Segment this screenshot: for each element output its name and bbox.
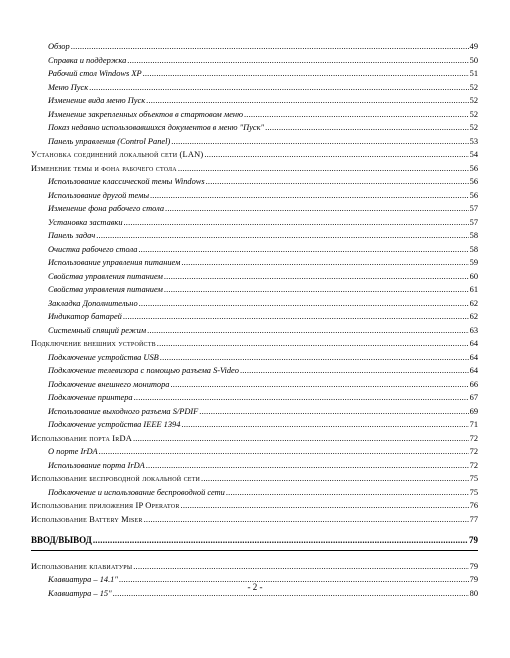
toc-entry-title: Подключение телевизора с помощью разъема S-Video	[48, 366, 239, 375]
toc-chapter-title: ВВОД/ВЫВОД	[31, 535, 92, 545]
toc-entry-page: 79	[469, 561, 478, 571]
toc-dot-leader	[181, 418, 468, 432]
toc-section-entry[interactable]	[31, 560, 478, 574]
toc-entry-title: Изменение закрепленных объектов в стартовом меню	[48, 109, 243, 119]
toc-entry-title: Изменение вида меню Пуск	[48, 96, 146, 105]
toc-subsection-entry[interactable]	[31, 486, 478, 500]
toc-entry-title: Панель управления (Control Panel)	[48, 136, 171, 146]
toc-subsection-entry[interactable]	[31, 270, 478, 284]
toc-dot-leader	[124, 216, 469, 230]
toc-entry-title: Использование выходного разъема S/PDIF	[48, 406, 199, 416]
toc-dot-leader	[144, 513, 469, 527]
toc-subsection-entry[interactable]	[31, 310, 478, 324]
toc-dot-leader	[133, 432, 469, 446]
toc-dot-leader	[96, 229, 468, 243]
toc-dot-leader	[71, 40, 469, 54]
toc-dot-leader	[93, 534, 468, 548]
toc-subsection-entry[interactable]	[31, 283, 478, 297]
toc-entry-page: 64	[469, 339, 478, 348]
toc-entry-title: Показ недавно использовавшихся документов в меню "Пуск"	[48, 123, 265, 132]
toc-entry-title: Изменение темы и фона рабочего стола	[31, 163, 177, 173]
toc-entry-page: 63	[469, 325, 478, 335]
toc-entry-title: Подключение и использование беспроводной сети	[48, 487, 225, 497]
toc-entry-page: 49	[469, 42, 478, 51]
toc-entry-title: Подключение внешнего монитора	[48, 379, 170, 389]
toc-dot-leader	[150, 189, 469, 203]
toc-entry-title: Свойства управления питанием	[48, 285, 163, 294]
toc-dot-leader	[139, 297, 469, 311]
toc-dot-leader	[99, 445, 469, 459]
toc-entry-page: 58	[469, 231, 478, 240]
toc-entry-page: 62	[469, 298, 478, 308]
toc-subsection-entry[interactable]	[31, 94, 478, 108]
toc-dot-leader	[146, 94, 468, 108]
toc-dot-leader	[204, 148, 468, 162]
toc-entry-page: 53	[469, 136, 478, 146]
toc-entry-title: Установка заставки	[48, 217, 123, 227]
toc-entry-page: 52	[469, 82, 478, 92]
toc-dot-leader	[181, 256, 468, 270]
toc-section-entry[interactable]	[31, 513, 478, 527]
toc-section-entry[interactable]	[31, 472, 478, 486]
toc-section-entry[interactable]	[31, 148, 478, 162]
toc-entry-title: Индикатор батарей	[48, 312, 122, 321]
toc-entry-page: 61	[469, 285, 478, 294]
toc-entry-page: 64	[469, 366, 478, 375]
table-of-contents	[31, 40, 478, 600]
toc-entry-title: Использование порта IrDA	[48, 460, 145, 470]
toc-entry-title: Подключение устройства IEEE 1394	[48, 420, 181, 429]
toc-subsection-entry[interactable]	[31, 256, 478, 270]
toc-entry-title: Использование приложения IP Operator	[31, 501, 180, 510]
toc-section-entry[interactable]	[31, 162, 478, 176]
toc-entry-title: Использование порта IrDA	[31, 433, 132, 443]
toc-section-entry[interactable]	[31, 337, 478, 351]
toc-entry-page: 51	[469, 69, 478, 78]
toc-entry-page: 80	[469, 588, 478, 598]
toc-entry-title: Панель задач	[48, 231, 96, 240]
toc-dot-leader	[201, 472, 469, 486]
toc-dot-leader	[164, 283, 469, 297]
toc-subsection-entry[interactable]	[31, 81, 478, 95]
toc-entry-page: 52	[469, 96, 478, 105]
toc-subsection-entry[interactable]	[31, 202, 478, 216]
toc-entry-page: 57	[469, 204, 478, 213]
toc-entry-page: 76	[469, 501, 478, 510]
toc-entry-page: 52	[469, 123, 478, 132]
toc-subsection-entry[interactable]	[31, 324, 478, 338]
toc-dot-leader	[181, 499, 469, 513]
toc-subsection-entry[interactable]	[31, 54, 478, 68]
toc-subsection-entry[interactable]	[31, 67, 478, 81]
toc-section-entry[interactable]	[31, 432, 478, 446]
toc-dot-leader	[199, 405, 468, 419]
toc-entry-page: 77	[469, 514, 478, 524]
toc-chapter-page: 79	[469, 535, 478, 545]
toc-entry-page: 56	[469, 177, 478, 186]
toc-entry-page: 71	[469, 420, 478, 429]
toc-entry-title: Клавиатура – 14.1"	[48, 575, 118, 584]
toc-entry-title: Очистка рабочего стола	[48, 244, 138, 254]
toc-entry-page: 57	[469, 217, 478, 227]
toc-subsection-entry[interactable]	[31, 175, 478, 189]
toc-entry-page: 56	[469, 163, 478, 173]
toc-entry-title: Использование Battery Miser	[31, 514, 143, 524]
toc-entry-page: 69	[469, 406, 478, 416]
toc-subsection-entry[interactable]	[31, 378, 478, 392]
toc-dot-leader	[244, 108, 469, 122]
toc-entry-page: 75	[469, 487, 478, 497]
toc-subsection-entry[interactable]	[31, 121, 478, 135]
toc-entry-page: 60	[469, 271, 478, 281]
chapter-divider	[31, 550, 478, 551]
toc-entry-title: Использование клавиатуры	[31, 561, 133, 571]
toc-entry-page: 72	[469, 460, 478, 470]
toc-dot-leader	[165, 202, 469, 216]
spacer	[31, 526, 478, 534]
toc-dot-leader	[265, 121, 469, 135]
page-number: - 2 -	[247, 582, 263, 592]
toc-entry-title: О порте IrDA	[48, 447, 98, 456]
toc-subsection-entry[interactable]	[31, 297, 478, 311]
toc-subsection-entry[interactable]	[31, 351, 478, 365]
toc-entry-title: Использование беспроводной локальной сети	[31, 474, 201, 483]
toc-subsection-entry[interactable]	[31, 459, 478, 473]
toc-dot-leader	[157, 337, 469, 351]
toc-subsection-entry[interactable]	[31, 364, 478, 378]
toc-entry-title: Меню Пуск	[48, 82, 89, 92]
toc-dot-leader	[160, 351, 469, 365]
toc-entry-page: 67	[469, 393, 478, 402]
toc-entry-page: 66	[469, 379, 478, 389]
toc-entry-page: 52	[469, 109, 478, 119]
toc-subsection-entry[interactable]	[31, 189, 478, 203]
toc-group-1	[31, 40, 478, 526]
toc-dot-leader	[127, 54, 468, 68]
toc-subsection-entry[interactable]	[31, 229, 478, 243]
toc-group-2	[31, 560, 478, 601]
toc-entry-title: Подключение принтера	[48, 393, 133, 402]
toc-entry-title: Закладка Дополнительно	[48, 298, 138, 308]
toc-entry-page: 79	[469, 575, 478, 584]
toc-dot-leader	[146, 459, 469, 473]
toc-entry-title: Использование классической темы Windows	[48, 177, 205, 186]
toc-entry-title: Подключение внешних устройств	[31, 339, 156, 348]
toc-entry-page: 59	[469, 258, 478, 267]
toc-subsection-entry[interactable]	[31, 405, 478, 419]
toc-dot-leader	[143, 67, 469, 81]
toc-dot-leader	[206, 175, 469, 189]
toc-subsection-entry[interactable]	[31, 418, 478, 432]
toc-section-entry[interactable]	[31, 499, 478, 513]
toc-subsection-entry[interactable]	[31, 216, 478, 230]
toc-entry-title: Обзор	[48, 42, 70, 51]
toc-subsection-entry[interactable]	[31, 391, 478, 405]
toc-subsection-entry[interactable]	[31, 108, 478, 122]
toc-chapter-entry[interactable]	[31, 534, 478, 548]
toc-entry-page: 64	[469, 352, 478, 362]
toc-dot-leader	[147, 324, 469, 338]
toc-entry-page: 54	[469, 150, 478, 159]
toc-entry-title: Системный спящий режим	[48, 325, 147, 335]
toc-entry-title: Справка и поддержка	[48, 55, 127, 65]
toc-entry-title: Использование управления питанием	[48, 258, 181, 267]
toc-entry-page: 50	[469, 55, 478, 65]
toc-dot-leader	[164, 270, 469, 284]
toc-entry-title: Установка соединений локальной сети (LAN)	[31, 150, 204, 159]
toc-entry-title: Подключение устройства USB	[48, 352, 159, 362]
toc-dot-leader	[171, 378, 469, 392]
toc-dot-leader	[178, 162, 469, 176]
toc-entry-title: Изменение фона рабочего стола	[48, 204, 165, 213]
toc-entry-page: 62	[469, 312, 478, 321]
toc-entry-page: 72	[469, 433, 478, 443]
toc-entry-page: 56	[469, 190, 478, 200]
toc-subsection-entry[interactable]	[31, 40, 478, 54]
toc-dot-leader	[138, 243, 468, 257]
toc-dot-leader	[123, 310, 469, 324]
toc-subsection-entry[interactable]	[31, 135, 478, 149]
toc-dot-leader	[134, 391, 469, 405]
toc-entry-page: 75	[469, 474, 478, 483]
toc-dot-leader	[240, 364, 469, 378]
toc-subsection-entry[interactable]	[31, 243, 478, 257]
toc-dot-leader	[226, 486, 469, 500]
toc-entry-page: 58	[469, 244, 478, 254]
toc-entry-title: Клавиатура – 15"	[48, 588, 112, 598]
toc-subsection-entry[interactable]	[31, 445, 478, 459]
toc-entry-title: Рабочий стол Windows XP	[48, 69, 142, 78]
toc-dot-leader	[133, 560, 468, 574]
toc-entry-title: Использование другой темы	[48, 190, 149, 200]
toc-entry-page: 72	[469, 447, 478, 456]
toc-dot-leader	[89, 81, 468, 95]
toc-entry-title: Свойства управления питанием	[48, 271, 163, 281]
toc-dot-leader	[171, 135, 468, 149]
